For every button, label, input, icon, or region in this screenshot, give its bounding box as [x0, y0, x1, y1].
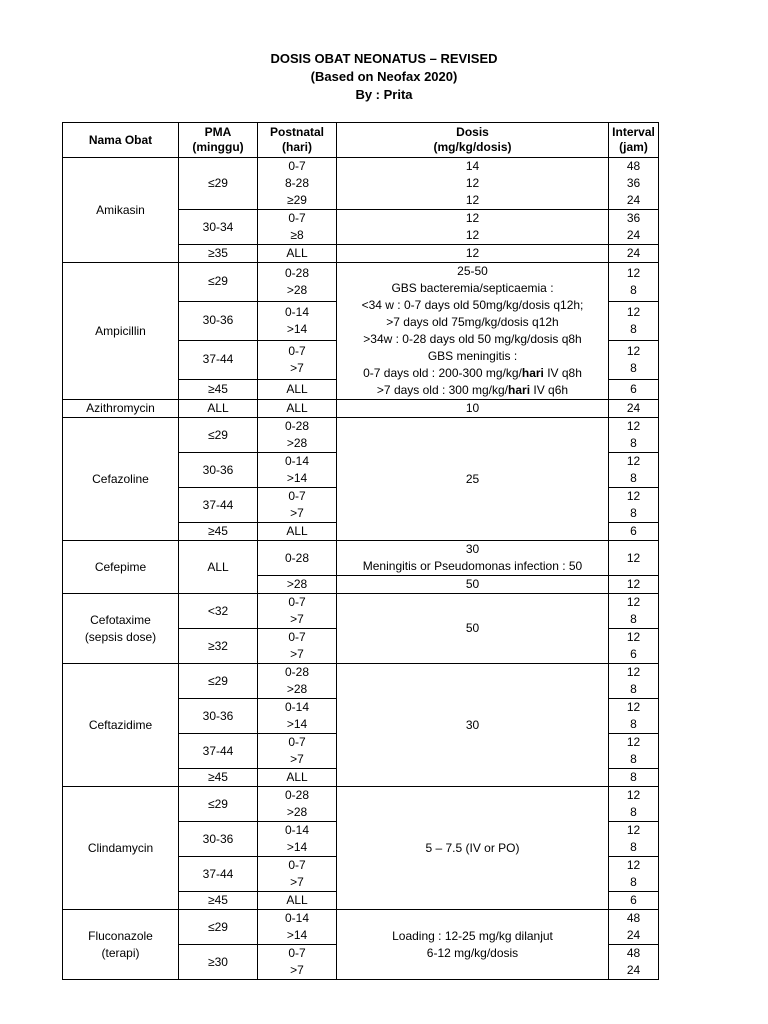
dose-cell	[337, 418, 609, 541]
cell-text: >7	[290, 963, 304, 977]
interval-cell	[609, 664, 659, 699]
header-text: (hari)	[282, 140, 312, 154]
cell-text: 8	[630, 506, 637, 520]
cell-text: ≥45	[208, 770, 228, 784]
cell-text: 8	[630, 752, 637, 766]
table-header-row	[63, 123, 659, 158]
cell-text: 10	[465, 401, 480, 415]
postnatal-cell	[258, 664, 337, 699]
cell-text: ≥29	[287, 193, 307, 207]
cell-text: 8	[630, 282, 637, 297]
cell-text: ≤29	[208, 919, 228, 934]
cell-text: >7	[290, 506, 304, 520]
table-row	[63, 787, 659, 822]
cell-text: 0-7	[288, 630, 306, 644]
emphasis-text: hari	[508, 383, 531, 397]
cell-text: >14	[286, 321, 308, 336]
cell-text: 36	[626, 176, 641, 190]
drug-name-cell	[63, 541, 179, 594]
postnatal-cell	[258, 699, 337, 734]
header-text: Interval	[612, 125, 655, 139]
interval-cell	[609, 488, 659, 523]
header-text: (jam)	[619, 140, 648, 154]
cell-text: 0-7	[288, 159, 306, 173]
cell-text: 30-36	[202, 462, 234, 477]
cell-text: 48	[626, 159, 641, 173]
interval-cell	[609, 453, 659, 488]
postnatal-cell	[258, 857, 337, 892]
cell-text: ALL	[286, 401, 308, 415]
dose-cell	[337, 576, 609, 594]
cell-text-part: IV q6h	[530, 383, 569, 397]
cell-text: 8	[630, 471, 637, 485]
dose-cell	[337, 910, 609, 980]
cell-text: 24	[626, 963, 641, 977]
dose-cell	[337, 664, 609, 787]
table-row	[63, 418, 659, 453]
cell-text: 12	[626, 454, 641, 468]
cell-text: 6	[630, 524, 637, 538]
pma-cell	[179, 488, 258, 523]
interval-cell	[609, 734, 659, 769]
cell-text: >14	[286, 717, 308, 731]
cell-text: 0-28	[284, 550, 310, 565]
pma-cell	[179, 523, 258, 541]
pma-cell	[179, 263, 258, 302]
postnatal-cell	[258, 945, 337, 980]
header-interval	[609, 123, 659, 158]
cell-text: 37-44	[202, 352, 234, 367]
drug-name-cell	[63, 263, 179, 400]
interval-cell	[609, 910, 659, 945]
cell-text: 14	[465, 159, 480, 173]
cell-text: 12	[626, 788, 641, 802]
cell-text: 37-44	[202, 866, 234, 881]
cell-text: 0-7	[288, 858, 306, 872]
cell-text: ≥45	[208, 893, 228, 907]
interval-cell	[609, 787, 659, 822]
cell-text: ALL	[286, 524, 308, 538]
cell-text: Azithromycin	[86, 401, 155, 415]
cell-text: >28	[286, 577, 308, 591]
interval-cell	[609, 945, 659, 980]
cell-text	[339, 382, 606, 399]
pma-cell	[179, 301, 258, 340]
cell-text: 6	[630, 893, 637, 907]
interval-cell	[609, 857, 659, 892]
interval-cell	[609, 769, 659, 787]
cell-text: 0-28	[284, 788, 310, 802]
interval-cell	[609, 340, 659, 379]
cell-text: 24	[626, 228, 641, 242]
cell-text: (sepsis dose)	[84, 629, 157, 644]
postnatal-cell	[258, 488, 337, 523]
cell-text: Clindamycin	[87, 840, 154, 855]
pma-cell	[179, 418, 258, 453]
header-postnatal	[258, 123, 337, 158]
cell-text: 0-7	[288, 595, 306, 609]
cell-text: 12	[626, 858, 641, 872]
cell-text: >7	[290, 647, 304, 661]
pma-cell	[179, 769, 258, 787]
cell-text: 0-28	[284, 665, 310, 679]
cell-text: 8	[630, 436, 637, 450]
cell-text: 12	[465, 211, 480, 225]
pma-cell	[179, 245, 258, 263]
cell-text: Ceftazidime	[88, 717, 153, 732]
cell-text: 5 – 7.5 (IV or PO)	[425, 840, 520, 855]
cell-text: GBS meningitis :	[427, 349, 518, 363]
drug-name-cell	[63, 400, 179, 418]
cell-text: 0-28	[284, 265, 310, 280]
cell-text: ALL	[207, 559, 229, 574]
postnatal-cell	[258, 769, 337, 787]
cell-text: 8	[630, 717, 637, 731]
postnatal-cell	[258, 453, 337, 488]
cell-text: 30-36	[202, 708, 234, 723]
cell-text: 8	[630, 321, 637, 336]
postnatal-cell	[258, 400, 337, 418]
cell-text-part: 0-7 days old : 200-300 mg/kg/	[363, 366, 522, 380]
interval-cell	[609, 301, 659, 340]
interval-cell	[609, 523, 659, 541]
header-text: PMA	[204, 125, 232, 139]
cell-text: ≥30	[208, 954, 228, 969]
table-header	[63, 123, 659, 158]
header-drug-name	[63, 123, 179, 158]
pma-cell	[179, 699, 258, 734]
cell-text: Ampicillin	[95, 323, 146, 338]
cell-text: 8	[630, 840, 637, 854]
table-row	[63, 664, 659, 699]
cell-text: ALL	[286, 246, 308, 260]
cell-text: >14	[286, 471, 308, 485]
cell-text: 0-7	[288, 489, 306, 503]
interval-cell	[609, 379, 659, 399]
drug-name-cell	[63, 594, 179, 664]
cell-text: Loading : 12-25 mg/kg dilanjut	[392, 928, 553, 943]
cell-text: 6	[630, 381, 637, 396]
interval-cell	[609, 629, 659, 664]
cell-text: 30	[465, 717, 480, 732]
cell-text: <32	[207, 603, 229, 618]
cell-text: 12	[626, 577, 641, 591]
cell-text: ≤29	[208, 673, 228, 688]
cell-text: 25-50	[457, 264, 488, 278]
drug-name-cell	[63, 418, 179, 541]
interval-cell	[609, 699, 659, 734]
pma-cell	[179, 734, 258, 769]
cell-text: 30-36	[202, 831, 234, 846]
cell-text: >28	[286, 436, 308, 450]
pma-cell	[179, 453, 258, 488]
pma-cell	[179, 340, 258, 379]
cell-text: 12	[626, 265, 641, 280]
cell-text: 48	[626, 911, 641, 925]
interval-cell	[609, 400, 659, 418]
cell-text: 0-28	[284, 419, 310, 433]
cell-text: 30	[465, 542, 480, 556]
pma-cell	[179, 910, 258, 945]
cell-text: ≤29	[208, 796, 228, 811]
cell-text: 12	[626, 489, 641, 503]
cell-text: 8	[630, 682, 637, 696]
document-title: DOSIS OBAT NEONATUS – REVISED	[270, 51, 498, 66]
postnatal-cell	[258, 594, 337, 629]
cell-text: 0-7	[288, 211, 306, 225]
cell-text: >7	[290, 360, 304, 375]
cell-text: 0-7	[288, 735, 306, 749]
cell-text: 12	[626, 735, 641, 749]
emphasis-text: hari	[521, 366, 544, 380]
cell-text: 24	[626, 246, 641, 260]
cell-text: >7	[290, 612, 304, 626]
cell-text-part: IV q8h	[543, 366, 582, 380]
cell-text: 0-14	[284, 304, 310, 319]
cell-text: ALL	[286, 893, 308, 907]
table-row	[63, 158, 659, 210]
pma-cell	[179, 787, 258, 822]
pma-cell	[179, 158, 258, 210]
cell-text: >7 days old 75mg/kg/dosis q12h	[386, 315, 559, 329]
cell-text: 12	[465, 176, 480, 190]
cell-text: 50	[465, 621, 480, 635]
postnatal-cell	[258, 734, 337, 769]
table-row	[63, 400, 659, 418]
postnatal-cell	[258, 822, 337, 857]
cell-text: >28	[286, 282, 308, 297]
cell-text: >7	[290, 875, 304, 889]
cell-text: 12	[626, 550, 641, 565]
postnatal-cell	[258, 418, 337, 453]
document-author: By : Prita	[355, 87, 413, 102]
cell-text: 12	[626, 595, 641, 609]
cell-text: 24	[626, 401, 641, 415]
cell-text: ≥45	[208, 381, 228, 396]
dose-cell	[337, 594, 609, 664]
interval-cell	[609, 541, 659, 576]
postnatal-cell	[258, 263, 337, 302]
pma-cell	[179, 629, 258, 664]
cell-text-part: >7 days old : 300 mg/kg/	[376, 383, 509, 397]
postnatal-cell	[258, 629, 337, 664]
header-text: Dosis	[456, 125, 489, 139]
cell-text: 25	[465, 471, 480, 486]
cell-text: ALL	[207, 401, 229, 415]
cell-text: Fluconazole	[88, 928, 153, 943]
cell-text: 50	[465, 577, 480, 591]
dose-table	[62, 122, 659, 980]
cell-text: ≥32	[208, 638, 228, 653]
cell-text: 37-44	[202, 497, 234, 512]
interval-cell	[609, 245, 659, 263]
pma-cell	[179, 892, 258, 910]
pma-cell	[179, 210, 258, 245]
drug-name-cell	[63, 910, 179, 980]
pma-cell	[179, 664, 258, 699]
pma-cell	[179, 822, 258, 857]
cell-text: >28	[286, 805, 308, 819]
cell-text: ≥35	[208, 246, 228, 260]
header-dose	[337, 123, 609, 158]
cell-text: Amikasin	[96, 202, 145, 217]
cell-text: 0-14	[284, 823, 310, 837]
cell-text: 0-14	[284, 700, 310, 714]
cell-text: 24	[626, 193, 641, 207]
interval-cell	[609, 418, 659, 453]
cell-text: 8	[630, 770, 637, 784]
pma-cell	[179, 594, 258, 629]
cell-text: 6	[630, 647, 637, 661]
postnatal-cell	[258, 379, 337, 399]
interval-cell	[609, 822, 659, 857]
cell-text: 0-7	[288, 946, 306, 960]
cell-text: 37-44	[202, 743, 234, 758]
cell-text: 0-7	[288, 343, 306, 358]
cell-text: (terapi)	[101, 945, 140, 960]
dose-cell	[337, 787, 609, 910]
cell-text: Cefepime	[94, 559, 147, 574]
dose-cell	[337, 400, 609, 418]
cell-text: 8	[630, 875, 637, 889]
postnatal-cell	[258, 541, 337, 576]
cell-text: 48	[626, 946, 641, 960]
cell-text: >28	[286, 682, 308, 696]
cell-text: 0-14	[284, 454, 310, 468]
cell-text: 36	[626, 211, 641, 225]
cell-text: 30-34	[202, 219, 234, 234]
cell-text: 12	[626, 700, 641, 714]
drug-name-cell	[63, 158, 179, 263]
cell-text: 12	[626, 304, 641, 319]
dose-cell	[337, 158, 609, 210]
header-text: (mg/kg/dosis)	[433, 140, 512, 154]
cell-text: 12	[465, 193, 480, 207]
cell-text: 12	[465, 246, 480, 260]
cell-text: >14	[286, 840, 308, 854]
cell-text: >14	[286, 928, 308, 942]
table-row	[63, 594, 659, 629]
cell-text: 0-14	[284, 911, 310, 925]
pma-cell	[179, 857, 258, 892]
cell-text: ≤29	[208, 274, 228, 289]
postnatal-cell	[258, 892, 337, 910]
header-text: Nama Obat	[88, 132, 153, 147]
cell-text: 8-28	[284, 176, 310, 190]
cell-text: 12	[626, 630, 641, 644]
document-subtitle: (Based on Neofax 2020)	[310, 69, 458, 84]
cell-text	[339, 365, 606, 382]
cell-text: 12	[626, 665, 641, 679]
cell-text: 8	[630, 360, 637, 375]
header-text: (minggu)	[192, 140, 244, 154]
postnatal-cell	[258, 340, 337, 379]
table-row	[63, 910, 659, 945]
drug-name-cell	[63, 787, 179, 910]
pma-cell	[179, 541, 258, 594]
cell-text: >7	[290, 752, 304, 766]
dose-cell	[337, 245, 609, 263]
interval-cell	[609, 158, 659, 210]
document-header	[0, 50, 768, 104]
table-body	[63, 158, 659, 980]
postnatal-cell	[258, 787, 337, 822]
cell-text: ALL	[286, 770, 308, 784]
cell-text: 12	[626, 823, 641, 837]
postnatal-cell	[258, 245, 337, 263]
pma-cell	[179, 945, 258, 980]
table-row	[63, 541, 659, 576]
cell-text: ALL	[286, 381, 308, 396]
cell-text: ≥8	[290, 228, 304, 242]
postnatal-cell	[258, 523, 337, 541]
interval-cell	[609, 210, 659, 245]
postnatal-cell	[258, 576, 337, 594]
drug-name-cell	[63, 664, 179, 787]
cell-text: 30-36	[202, 313, 234, 328]
postnatal-cell	[258, 301, 337, 340]
cell-text: Cefotaxime	[90, 612, 151, 627]
cell-text: 12	[465, 228, 480, 242]
interval-cell	[609, 594, 659, 629]
header-text: Postnatal	[269, 125, 324, 139]
cell-text: 8	[630, 805, 637, 819]
cell-text: ≤29	[208, 176, 228, 190]
pma-cell	[179, 400, 258, 418]
cell-text: 24	[626, 928, 641, 942]
header-pma	[179, 123, 258, 158]
dose-cell	[337, 541, 609, 576]
cell-text: 8	[630, 612, 637, 626]
postnatal-cell	[258, 158, 337, 210]
interval-cell	[609, 892, 659, 910]
cell-text: 6-12 mg/kg/dosis	[426, 945, 519, 960]
pma-cell	[179, 379, 258, 399]
cell-text: GBS bacteremia/septicaemia :	[391, 281, 554, 295]
interval-cell	[609, 263, 659, 302]
cell-text: ≥45	[208, 524, 228, 538]
postnatal-cell	[258, 210, 337, 245]
postnatal-cell	[258, 910, 337, 945]
cell-text: 12	[626, 343, 641, 358]
cell-text: Cefazoline	[92, 471, 149, 486]
cell-text: <34 w : 0-7 days old 50mg/kg/dosis q12h;	[361, 298, 584, 312]
cell-text: 12	[626, 419, 641, 433]
dose-cell	[337, 210, 609, 245]
dose-cell	[337, 263, 609, 400]
table-row	[63, 263, 659, 302]
cell-text: ≤29	[208, 427, 228, 442]
cell-text: >34w : 0-28 days old 50 mg/kg/dosis q8h	[363, 332, 582, 346]
interval-cell	[609, 576, 659, 594]
cell-text: Meningitis or Pseudomonas infection : 50	[362, 559, 583, 573]
